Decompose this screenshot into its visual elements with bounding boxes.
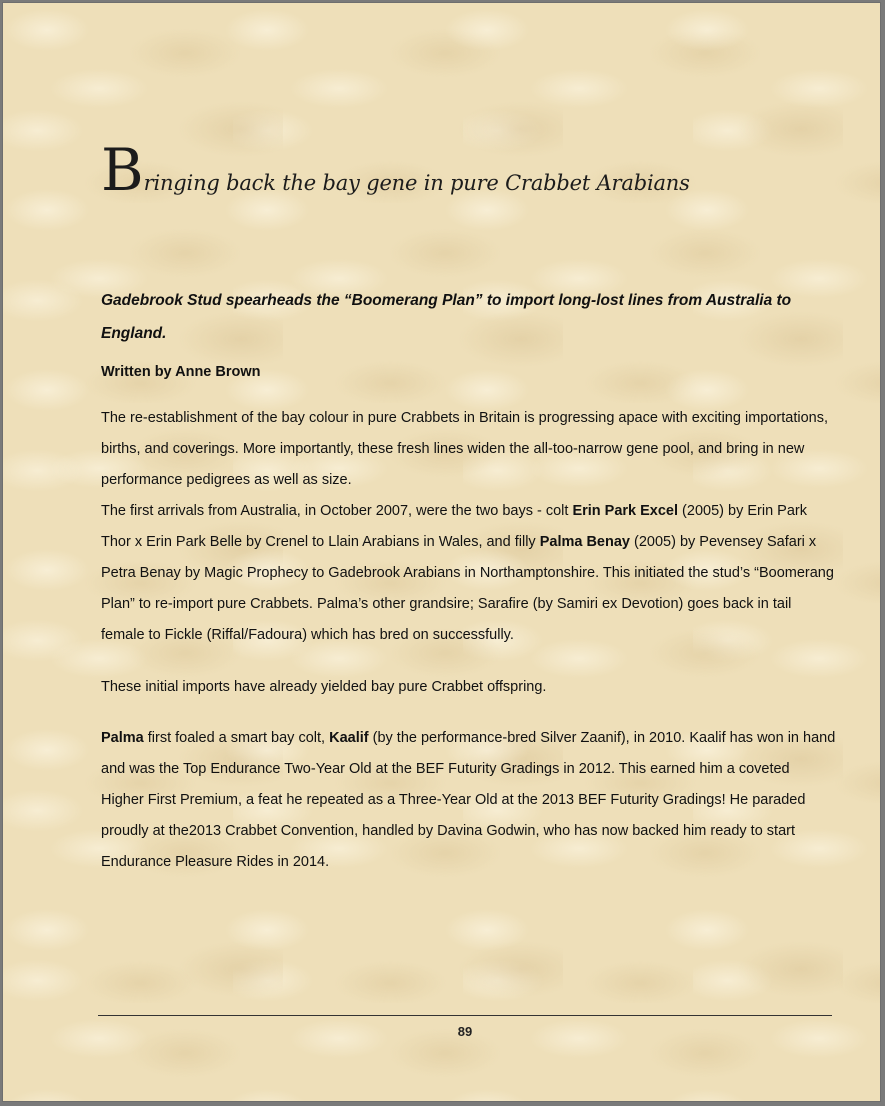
paragraph-intro — [101, 403, 836, 651]
page-number: 89 — [457, 1024, 473, 1039]
paragraph-kaalif-text: first foaled a smart bay colt, — [143, 730, 330, 746]
paragraph-kaalif — [101, 723, 836, 878]
byline: Written by Anne Brown — [101, 364, 261, 380]
document-page — [2, 2, 881, 1102]
title-initial: B — [101, 136, 144, 204]
horse-name-kaalif: Kaalif — [329, 730, 369, 746]
article-title — [101, 136, 690, 204]
paragraph-arrivals-text-3: (2005) by Pevensey Safari x Petra Benay by Magic Prophecy to Gadebrook Arabians in Northamptonshire. This initiated the stud’s “Boomerang Plan” to re-import pure Crabbets. Palma’s other grandsire; Sarafire (by Samiri ex Devotion) goes back in tail female to Fickle (Riffal/Fadoura) which has bred on successfully. — [101, 534, 834, 643]
horse-name-erin-park-excel: Erin Park Excel — [572, 503, 679, 519]
paragraph-arrivals-text: The first arrivals from Australia, in October 2007, were the two bays - colt — [101, 503, 573, 519]
article-subtitle: Gadebrook Stud spearheads the “Boomerang Plan” to import long-lost lines from Australia to England. — [101, 292, 792, 342]
paragraph-offspring: These initial imports have already yielded bay pure Crabbet offspring. — [101, 679, 547, 695]
horse-name-palma-benay: Palma Benay — [539, 534, 630, 550]
title-text: ringing back the bay gene in pure Crabbet Arabians — [143, 171, 690, 195]
paragraph-arrivals-text-2: (2005) by Erin Park Thor x Erin Park Belle by Crenel to Llain Arabians in Wales, and filly — [101, 503, 807, 550]
paragraph-intro-text: The re-establishment of the bay colour in pure Crabbets in Britain is progressing apace with exciting importations, births, and coverings. More importantly, these fresh lines widen the all-too-narrow gene pool, and bring in new performance pedigrees as well as size. — [101, 410, 828, 488]
footer-divider — [98, 1015, 832, 1016]
horse-name-palma: Palma — [101, 730, 144, 746]
paragraph-kaalif-text-2: (by the performance-bred Silver Zaanif), in 2010. Kaalif has won in hand and was the Top Endurance Two-Year Old at the BEF Futurity Gradings in 2012. This earned him a coveted Higher First Premium, a feat he repeated as a Three-Year Old at the 2013 BEF Futurity Gradings! He paraded proudly at the2013 Crabbet Convention, handled by Davina Godwin, who has now backed him ready to start Endurance Pleasure Rides in 2014. — [101, 730, 836, 870]
